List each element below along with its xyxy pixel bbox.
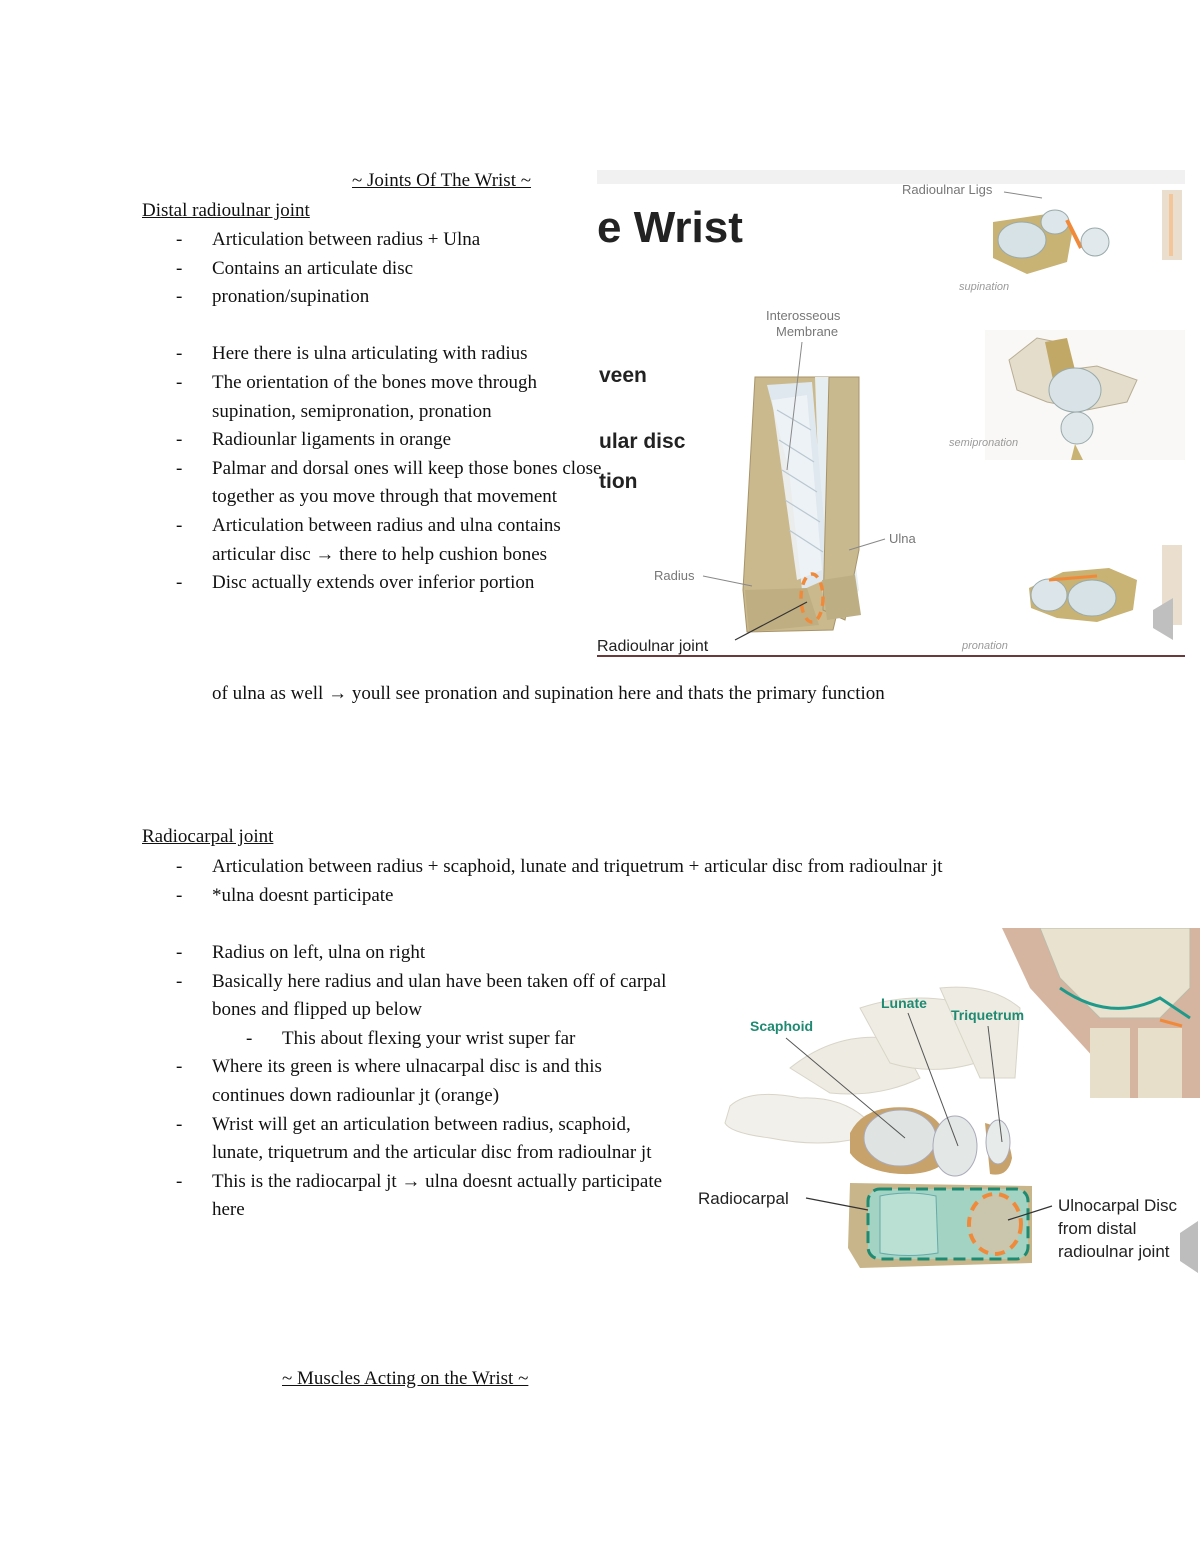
label-radioulnar-joint: Radioulnar joint (597, 638, 709, 655)
label-ulnocarpal-disc-2: from distal (1058, 1219, 1137, 1238)
list-item: - pronation/supination (142, 283, 602, 312)
caption-pronation: pronation (962, 640, 1008, 652)
radiocarpal-diagram (690, 928, 1200, 1278)
list-item: - This about flexing your wrist super far (142, 1025, 677, 1054)
lunate-bone (933, 1116, 977, 1176)
radiocarpal-figure (690, 928, 1200, 1278)
label-radiocarpal: Radiocarpal (698, 1189, 789, 1208)
radiocarpal-heading: Radiocarpal joint (142, 826, 274, 847)
list-item: - Contains an articulate disc (142, 255, 602, 284)
list-item: - Where its green is where ulnacarpal disc is and this continues down radiounlar jt (orange) (142, 1053, 677, 1110)
list-item: - Articulation between radius and ulna contains articular disc → there to help cushion bones (142, 512, 602, 569)
list-item: - Articulation between radius + Ulna (142, 226, 602, 255)
triquetrum-bone (986, 1120, 1010, 1164)
list-item: - Disc actually extends over inferior portion (142, 569, 602, 598)
label-triquetrum: Triquetrum (951, 1007, 1025, 1023)
distal-radioulnar-notes (142, 226, 602, 598)
label-scaphoid: Scaphoid (750, 1018, 814, 1034)
page-title: ~ Joints Of The Wrist ~ (352, 170, 532, 191)
radiocarpal-notes-b (142, 939, 677, 1225)
radiocarpal-notes-a (142, 853, 1142, 910)
label-interosseous-2: Membrane (776, 324, 839, 339)
list-item: - Here there is ulna articulating with radius (142, 340, 602, 369)
label-lunate: Lunate (881, 995, 927, 1011)
list-item: - This is the radiocarpal jt → ulna doesnt actually participate here (142, 1168, 677, 1225)
list-item: - The orientation of the bones move through supination, semipronation, pronation (142, 369, 602, 426)
list-item: - Wrist will get an articulation between radius, scaphoid, lunate, triquetrum and the articular disc from radioulnar jt (142, 1111, 677, 1168)
scaphoid-bone (864, 1110, 936, 1166)
distal-radioulnar-heading: Distal radioulnar joint (142, 200, 310, 221)
list-item: - Radiounlar ligaments in orange (142, 426, 602, 455)
slide-text-2: ular disc (599, 430, 686, 453)
list-item: - Basically here radius and ulan have been taken off of carpal bones and flipped up below (142, 968, 677, 1025)
label-ulnocarpal-disc-3: radioulnar joint (1058, 1242, 1170, 1261)
slide-text-1: veen (599, 364, 647, 387)
muscles-title: ~ Muscles Acting on the Wrist ~ (282, 1368, 529, 1389)
label-ulna: Ulna (889, 531, 916, 546)
slide-title: e Wrist (597, 203, 743, 252)
forearm-illustration (743, 377, 861, 632)
distal-radioulnar-diagram (597, 170, 1185, 658)
caption-semipronation: semipronation (949, 437, 1019, 449)
continuation-text: of ulna as well → youll see pronation and supination here and thats the primary function (212, 683, 885, 704)
slide-text-3: tion (599, 470, 638, 493)
list-item: - Palmar and dorsal ones will keep those bones close together as you move through that movement (142, 455, 602, 512)
caption-supination: supination (959, 281, 1010, 293)
label-radius: Radius (654, 568, 695, 583)
label-interosseous-1: Interosseous (766, 308, 841, 323)
label-radioulnar-ligs: Radioulnar Ligs (902, 182, 993, 197)
list-item: - Radius on left, ulna on right (142, 939, 677, 968)
list-item: - Articulation between radius + scaphoid, lunate and triquetrum + articular disc from radioulnar jt (142, 853, 1142, 882)
distal-radioulnar-figure (597, 170, 1185, 658)
label-ulnocarpal-disc-1: Ulnocarpal Disc (1058, 1196, 1178, 1215)
list-item: - *ulna doesnt participate (142, 882, 1142, 911)
